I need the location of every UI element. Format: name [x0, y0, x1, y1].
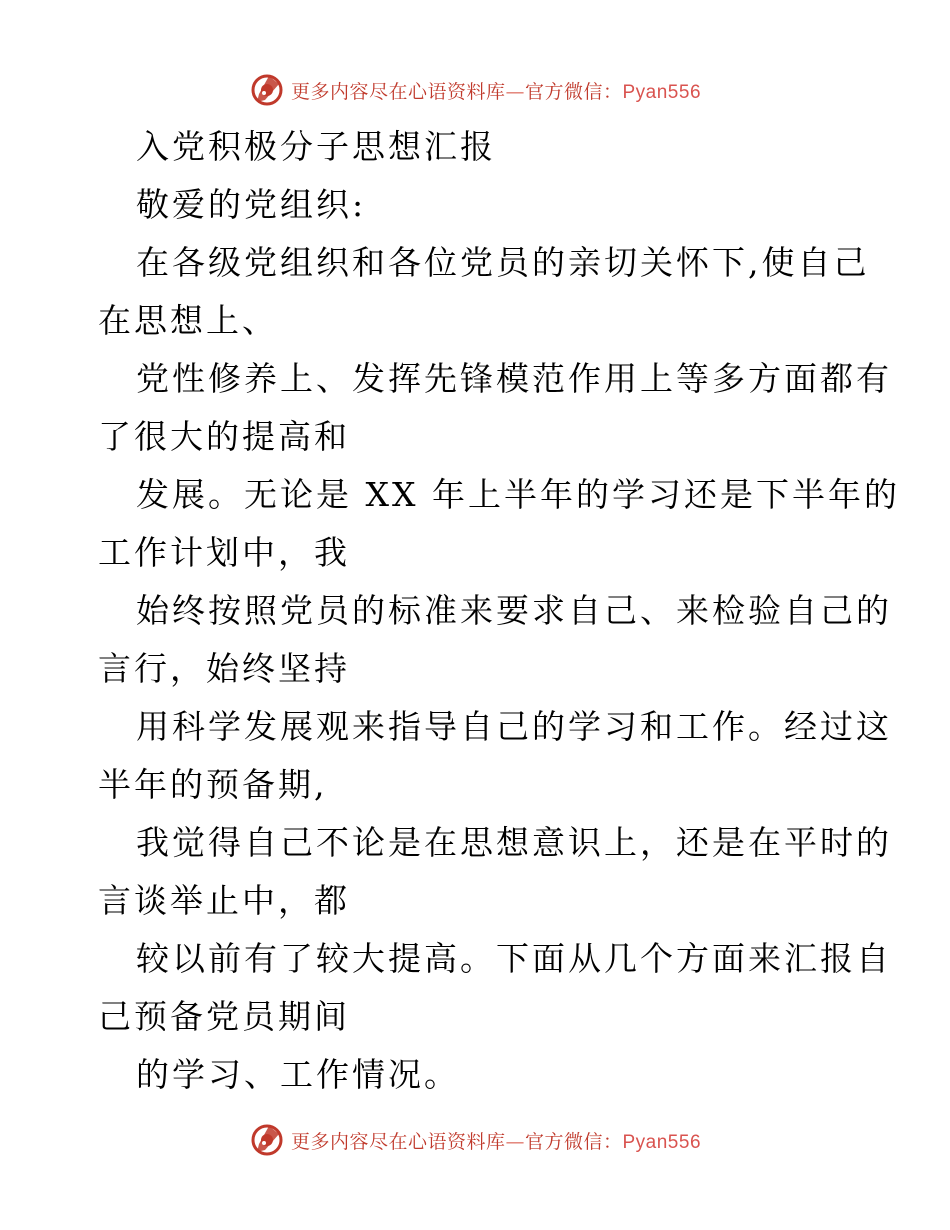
salutation: 敬爱的党组织: — [136, 185, 367, 224]
watermark-contact: 官方微信： — [524, 80, 623, 103]
watermark-wechat-id: Pyan556 — [622, 81, 702, 103]
document-title: 入党积极分子思想汇报 — [136, 127, 496, 166]
watermark-dash: — — [505, 80, 525, 103]
paragraph-line: 半年的预备期, — [98, 765, 328, 804]
pen-nib-circle-icon — [249, 72, 285, 108]
paragraph-line: 我觉得自己不论是在思想意识上，还是在平时的 — [136, 823, 892, 862]
paragraph-line: 工作计划中，我 — [98, 533, 350, 572]
paragraph-line: 的学习、工作情况。 — [136, 1055, 460, 1094]
paragraph-line: 言行，始终坚持 — [98, 649, 350, 688]
watermark-brand: 更多内容尽在心语资料库 — [290, 1130, 506, 1153]
document-body — [98, 118, 900, 1104]
paragraph-line: 党性修养上、发挥先锋模范作用上等多方面都有 — [136, 359, 892, 398]
paragraph-line: 了很大的提高和 — [98, 417, 350, 456]
paragraph-line: 用科学发展观来指导自己的学习和工作。经过这 — [136, 707, 892, 746]
paragraph-line: 始终按照党员的标准来要求自己、来检验自己的 — [136, 591, 892, 630]
watermark-brand: 更多内容尽在心语资料库 — [290, 80, 506, 103]
paragraph-line: 己预备党员期间 — [98, 997, 350, 1036]
paragraph-line: 较以前有了较大提高。下面从几个方面来汇报自 — [136, 939, 892, 978]
watermark-wechat-id: Pyan556 — [622, 1131, 702, 1153]
paragraph-line: 在各级党组织和各位党员的亲切关怀下,使自己 — [136, 243, 870, 282]
watermark-text — [291, 1127, 701, 1154]
pen-nib-circle-icon — [249, 1122, 285, 1158]
paragraph-line: 在思想上、 — [98, 301, 278, 340]
watermark-contact: 官方微信： — [524, 1130, 623, 1153]
paragraph-line: 发展。无论是 XX 年上半年的学习还是下半年的 — [136, 475, 900, 514]
paragraph-line: 言谈举止中，都 — [98, 881, 350, 920]
watermark-text — [291, 77, 701, 104]
header-watermark — [0, 70, 950, 110]
watermark-dash: — — [505, 1130, 525, 1153]
footer-watermark — [0, 1120, 950, 1160]
